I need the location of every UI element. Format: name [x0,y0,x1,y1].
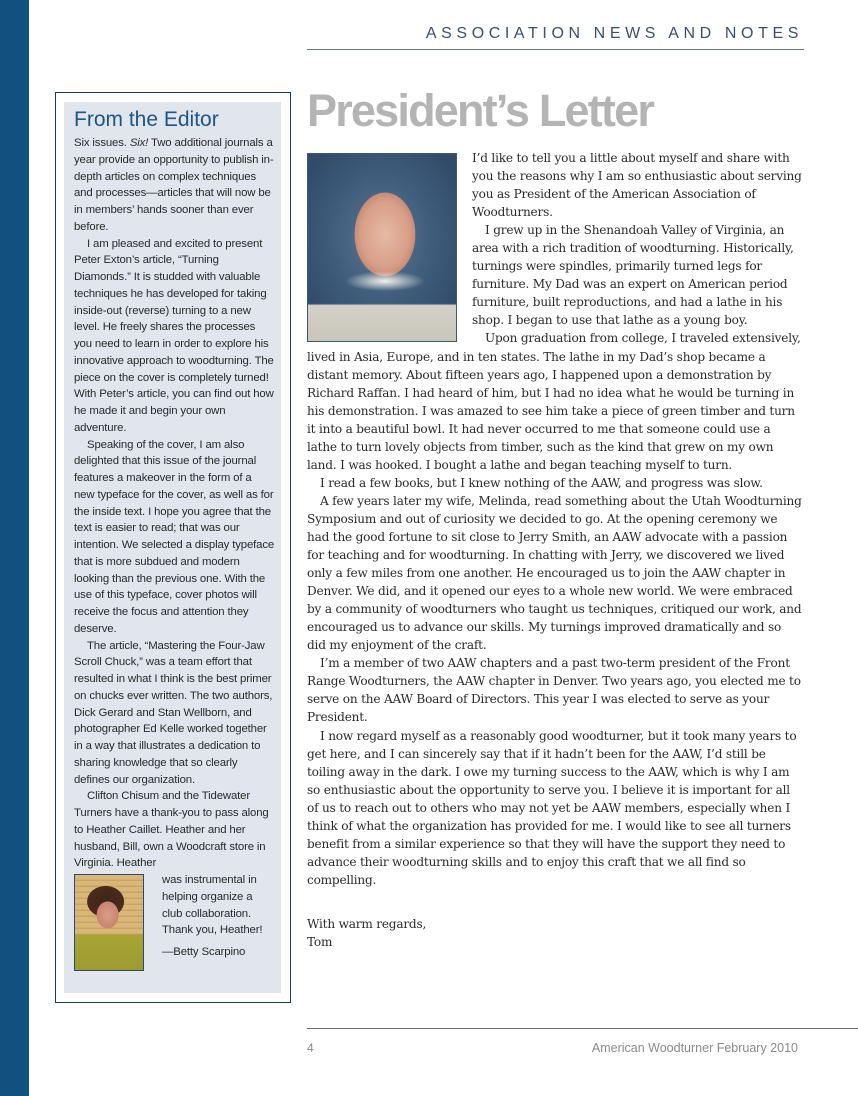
letter-paragraph: I read a few books, but I knew nothing of the AAW, and progress was slow. [320,475,763,490]
photo-wrap-spacer [307,149,472,347]
header-divider [307,49,804,50]
closing-phrase: With warm regards, [307,916,427,931]
footer-publication: American Woodturner February 2010 [591,1041,798,1055]
page-spine-bar [0,0,29,1096]
letter-paragraph: A few years later my wife, Melinda, read something about the Utah Woodturning Symposium and out of curiosity we decided to go. At the opening ceremony we had the good fortune to sit close to Jerry Smith, an AAW advocate with a passion for teaching and for woodturning. In chatting with Jerry, we discovered we lived only a few miles from one another. He encouraged us to join the AAW chapter in Denver. We did, and it opened our eyes to a whole new world. We were embraced by a community of woodturners who taught us techniques, critiqued our work, and encouraged us to advance our skills. My turnings improved dramatically and so did my enjoyment of the craft. [307,493,802,653]
editor-sidebar [55,92,291,1003]
editor-sidebar-panel [64,102,281,993]
letter-paragraph: I grew up in the Shenandoah Valley of Virginia, an area with a rich tradition of woodturning. Historically, turnings were spindles, primarily turned legs for furniture. My Dad was an expert on American period furniture, built reproductions, and had a lathe in his shop. I began to use that lathe as a young boy. [472,223,794,328]
editor-line: Thank you, Heather! [162,924,263,937]
heather-caption-text [149,872,262,971]
letter-paragraph: I now regard myself as a reasonably good woodturner, but it took many years to get here, and I can sincerely say that if it hadn’t been for the AAW, I’d still be toiling away in the dark. I owe my turning success to the AAW, which is why I am so enthusiastic about the opportunity to serve you. I believe it is important for all of us to reach out to others who may not yet be AAW members, especially when I think of what the organization has provided for me. I would like to see all turners benefit from a similar experience so that they will have the support they need to advance their woodturning skills and to enjoy this craft that we all find so compelling. [307,728,797,887]
editor-signature: —Betty Scarpino [162,946,246,958]
president-letter-body [307,149,802,951]
editor-intro-emphasis: Six! [129,137,149,149]
editor-title: From the Editor [74,108,219,131]
letter-paragraph: I’d like to tell you a little about myself and share with you the reasons why I am so enthusiastic about serving you as President of the American Association of Woodturners. [472,151,802,220]
editor-paragraph [74,135,275,236]
heather-photo-block [74,872,275,971]
editor-intro-lead: Six issues. [74,137,130,149]
letter-signature: Tom [307,934,333,949]
letter-paragraph: I’m a member of two AAW chapters and a past two-term president of the Front Range Woodturners, the AAW chapter in Denver. Two years ago, you elected me to serve on the AAW Board of Directors. This year I was elected to serve as your President. [307,656,801,725]
editor-body [74,135,275,971]
editor-line: helping organize a [162,890,253,903]
page-number: 4 [307,1041,314,1055]
editor-paragraph: The article, “Mastering the Four-Jaw Scroll Chuck,” was a team effort that resulted in what I think is the best primer on chucks ever written. The two authors, Dick Gerard and Stan Wellborn, and photographer Ed Kelle worked together in a way that illustrates a dedication to sharing knowledge that so clearly defines our organization. [74,639,273,786]
heather-portrait-image [74,874,144,971]
letter-paragraph: Upon graduation from college, I traveled extensively, lived in Asia, Europe, and in ten states. The lathe in my Dad’s shop became a distant memory. About fifteen years ago, I happened upon a demonstration by Richard Raffan. I had heard of him, but I had no idea what he would be turning in his demonstration. I was amazed to see him take a piece of green timber and turn it into a beautiful bowl. It had never occurred to me that someone could use a lathe to turn lovely objects from timber, such as the kind that grew on my own land. I was hooked. I bought a lathe and began teaching myself to turn. [307,331,801,472]
editor-paragraph: Clifton Chisum and the Tidewater Turners have a thank-you to pass along to Heather Caillet. Heather and her husband, Bill, own a Woodcraft store in Virginia. Heather [74,790,269,870]
editor-intro-rest: Two additional journals a year provide an opportunity to publish in-depth articles on complex techniques and processes—articles that will now be in members’ hands sooner than ever before. [74,137,274,233]
editor-paragraph: I am pleased and excited to present Peter Exton’s article, “Turning Diamonds.” It is studded with valuable techniques he has developed for taking inside-out (reverse) turning to a new level. He freely shares the processes you need to learn in order to explore his innovative approach to woodturning. The piece on the cover is completely turned! With Peter’s article, you can find out how he made it and begin your own adventure. [74,237,274,434]
editor-paragraph: Speaking of the cover, I am also delighted that this issue of the journal features a makeover in the form of a new typeface for the cover, as well as for the inside text. I hope you agree that the text is easier to read; that was our intention. We selected a display typeface that is more subdued and modern looking than the previous one. With the use of this typeface, cover photos will receive the focus and attention they deserve. [74,438,275,635]
editor-line: club collaboration. [162,907,251,920]
section-header: ASSOCIATION NEWS AND NOTES [425,25,803,42]
page-title: President’s Letter [307,85,654,136]
editor-line: was instrumental in [162,874,257,886]
letter-closing [307,915,802,951]
footer-divider [307,1028,858,1029]
